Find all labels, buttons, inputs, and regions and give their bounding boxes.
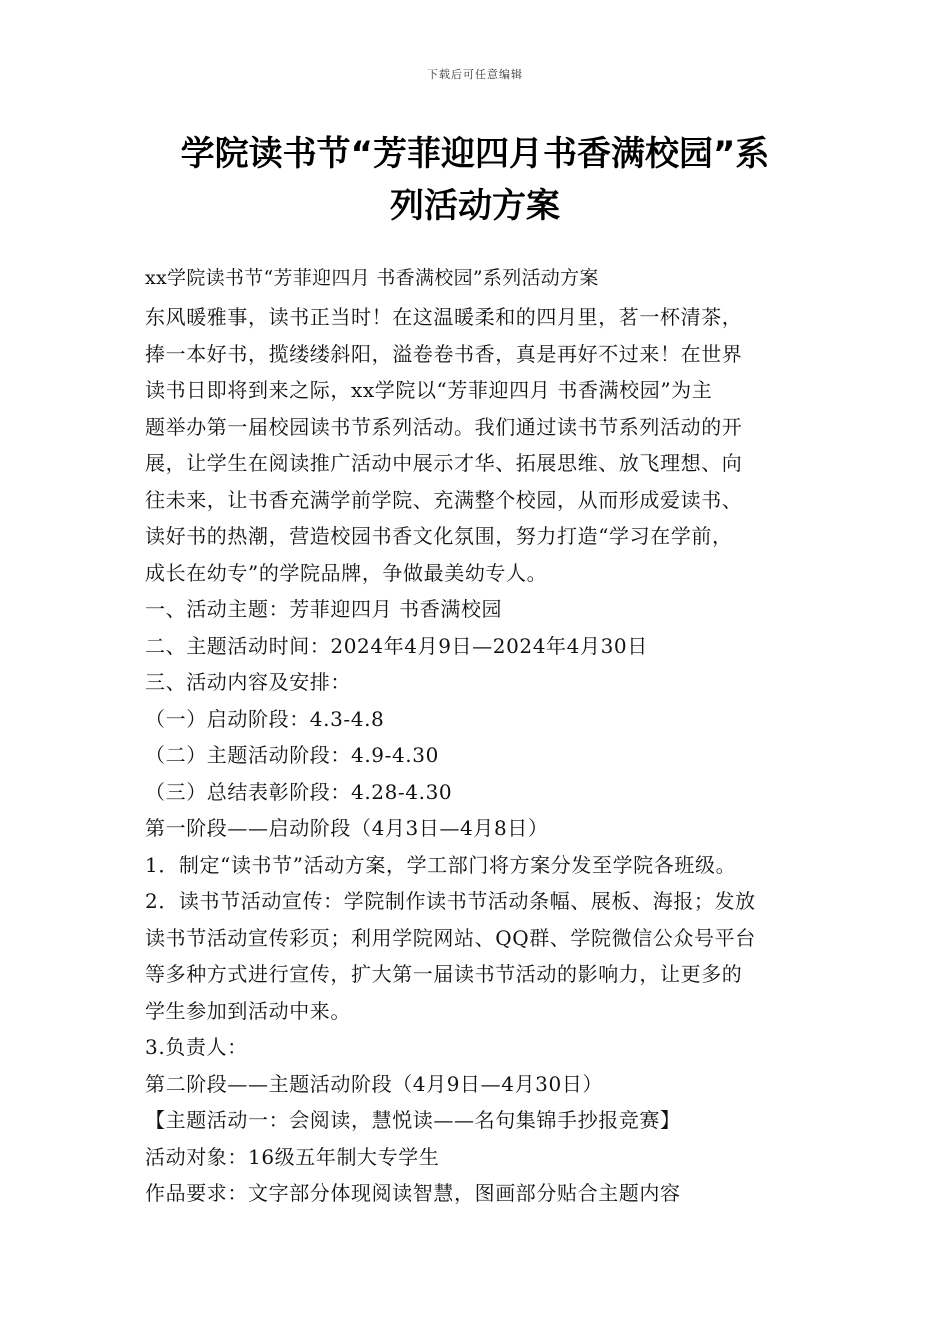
stage-heading: 第二阶段——主题活动阶段（4月9日—4月30日）	[145, 1071, 604, 1096]
body-line: 活动对象：16级五年制大专学生	[145, 1144, 440, 1169]
body-line: 往未来，让书香充满学前学院、充满整个校园，从而形成爱读书、	[145, 487, 743, 512]
list-item: 2．读书节活动宣传：学院制作读书节活动条幅、展板、海报；发放	[145, 889, 756, 913]
header-note: 下载后可任意编辑	[427, 68, 523, 81]
body-line: 题举办第一届校园读书节系列活动。我们通过读书节系列活动的开	[145, 414, 743, 439]
body-line: 读好书的热潮，营造校园书香文化氛围，努力打造“学习在学前，	[145, 524, 733, 548]
section-heading: 一、活动主题：芳菲迎四月 书香满校园	[145, 597, 503, 621]
body-line: 成长在幼专”的学院品牌，争做最美幼专人。	[145, 560, 548, 585]
list-item: 1．制定“读书节”活动方案，学工部门将方案分发至学院各班级。	[145, 852, 737, 877]
list-item: （三）总结表彰阶段：4.28-4.30	[145, 779, 453, 804]
activity-heading: 【主题活动一：会阅读，慧悦读——名句集锦手抄报竞赛】	[145, 1108, 681, 1132]
list-item: （二）主题活动阶段：4.9-4.30	[145, 743, 439, 767]
list-item: 3.负责人：	[145, 1035, 248, 1059]
body-line: 学生参加到活动中来。	[145, 998, 351, 1023]
title-line-2: 列活动方案	[390, 186, 560, 226]
body-line: 作品要求：文字部分体现阅读智慧，图画部分贴合主题内容	[145, 1181, 681, 1205]
body-line: 读书日即将到来之际，xx学院以“芳菲迎四月 书香满校园”为主	[145, 378, 713, 402]
body-line: 等多种方式进行宣传，扩大第一届读书节活动的影响力，让更多的	[145, 962, 743, 986]
body-line: xx学院读书节“芳菲迎四月 书香满校园”系列活动方案	[145, 267, 599, 289]
body-line: 读书节活动宣传彩页；利用学院网站、QQ群、学院微信公众号平台	[145, 925, 756, 950]
section-heading: 二、主题活动时间：2024年4月9日—2024年4月30日	[145, 633, 648, 658]
document-body	[145, 263, 810, 1212]
title-line-1: 学院读书节“芳菲迎四月书香满校园”系	[180, 134, 770, 174]
section-heading: 三、活动内容及安排：	[145, 670, 351, 694]
body-line: 展，让学生在阅读推广活动中展示才华、拓展思维、放飞理想、向	[145, 451, 743, 475]
list-item: （一）启动阶段：4.3-4.8	[145, 706, 385, 731]
body-line: 东风暖雅事，读书正当时！在这温暖柔和的四月里，茗一杯清茶，	[145, 305, 743, 329]
body-line: 捧一本好书，揽缕缕斜阳，溢卷卷书香，真是再好不过来！在世界	[145, 341, 743, 366]
stage-heading: 第一阶段——启动阶段（4月3日—4月8日）	[145, 816, 549, 840]
document-title	[110, 128, 840, 232]
